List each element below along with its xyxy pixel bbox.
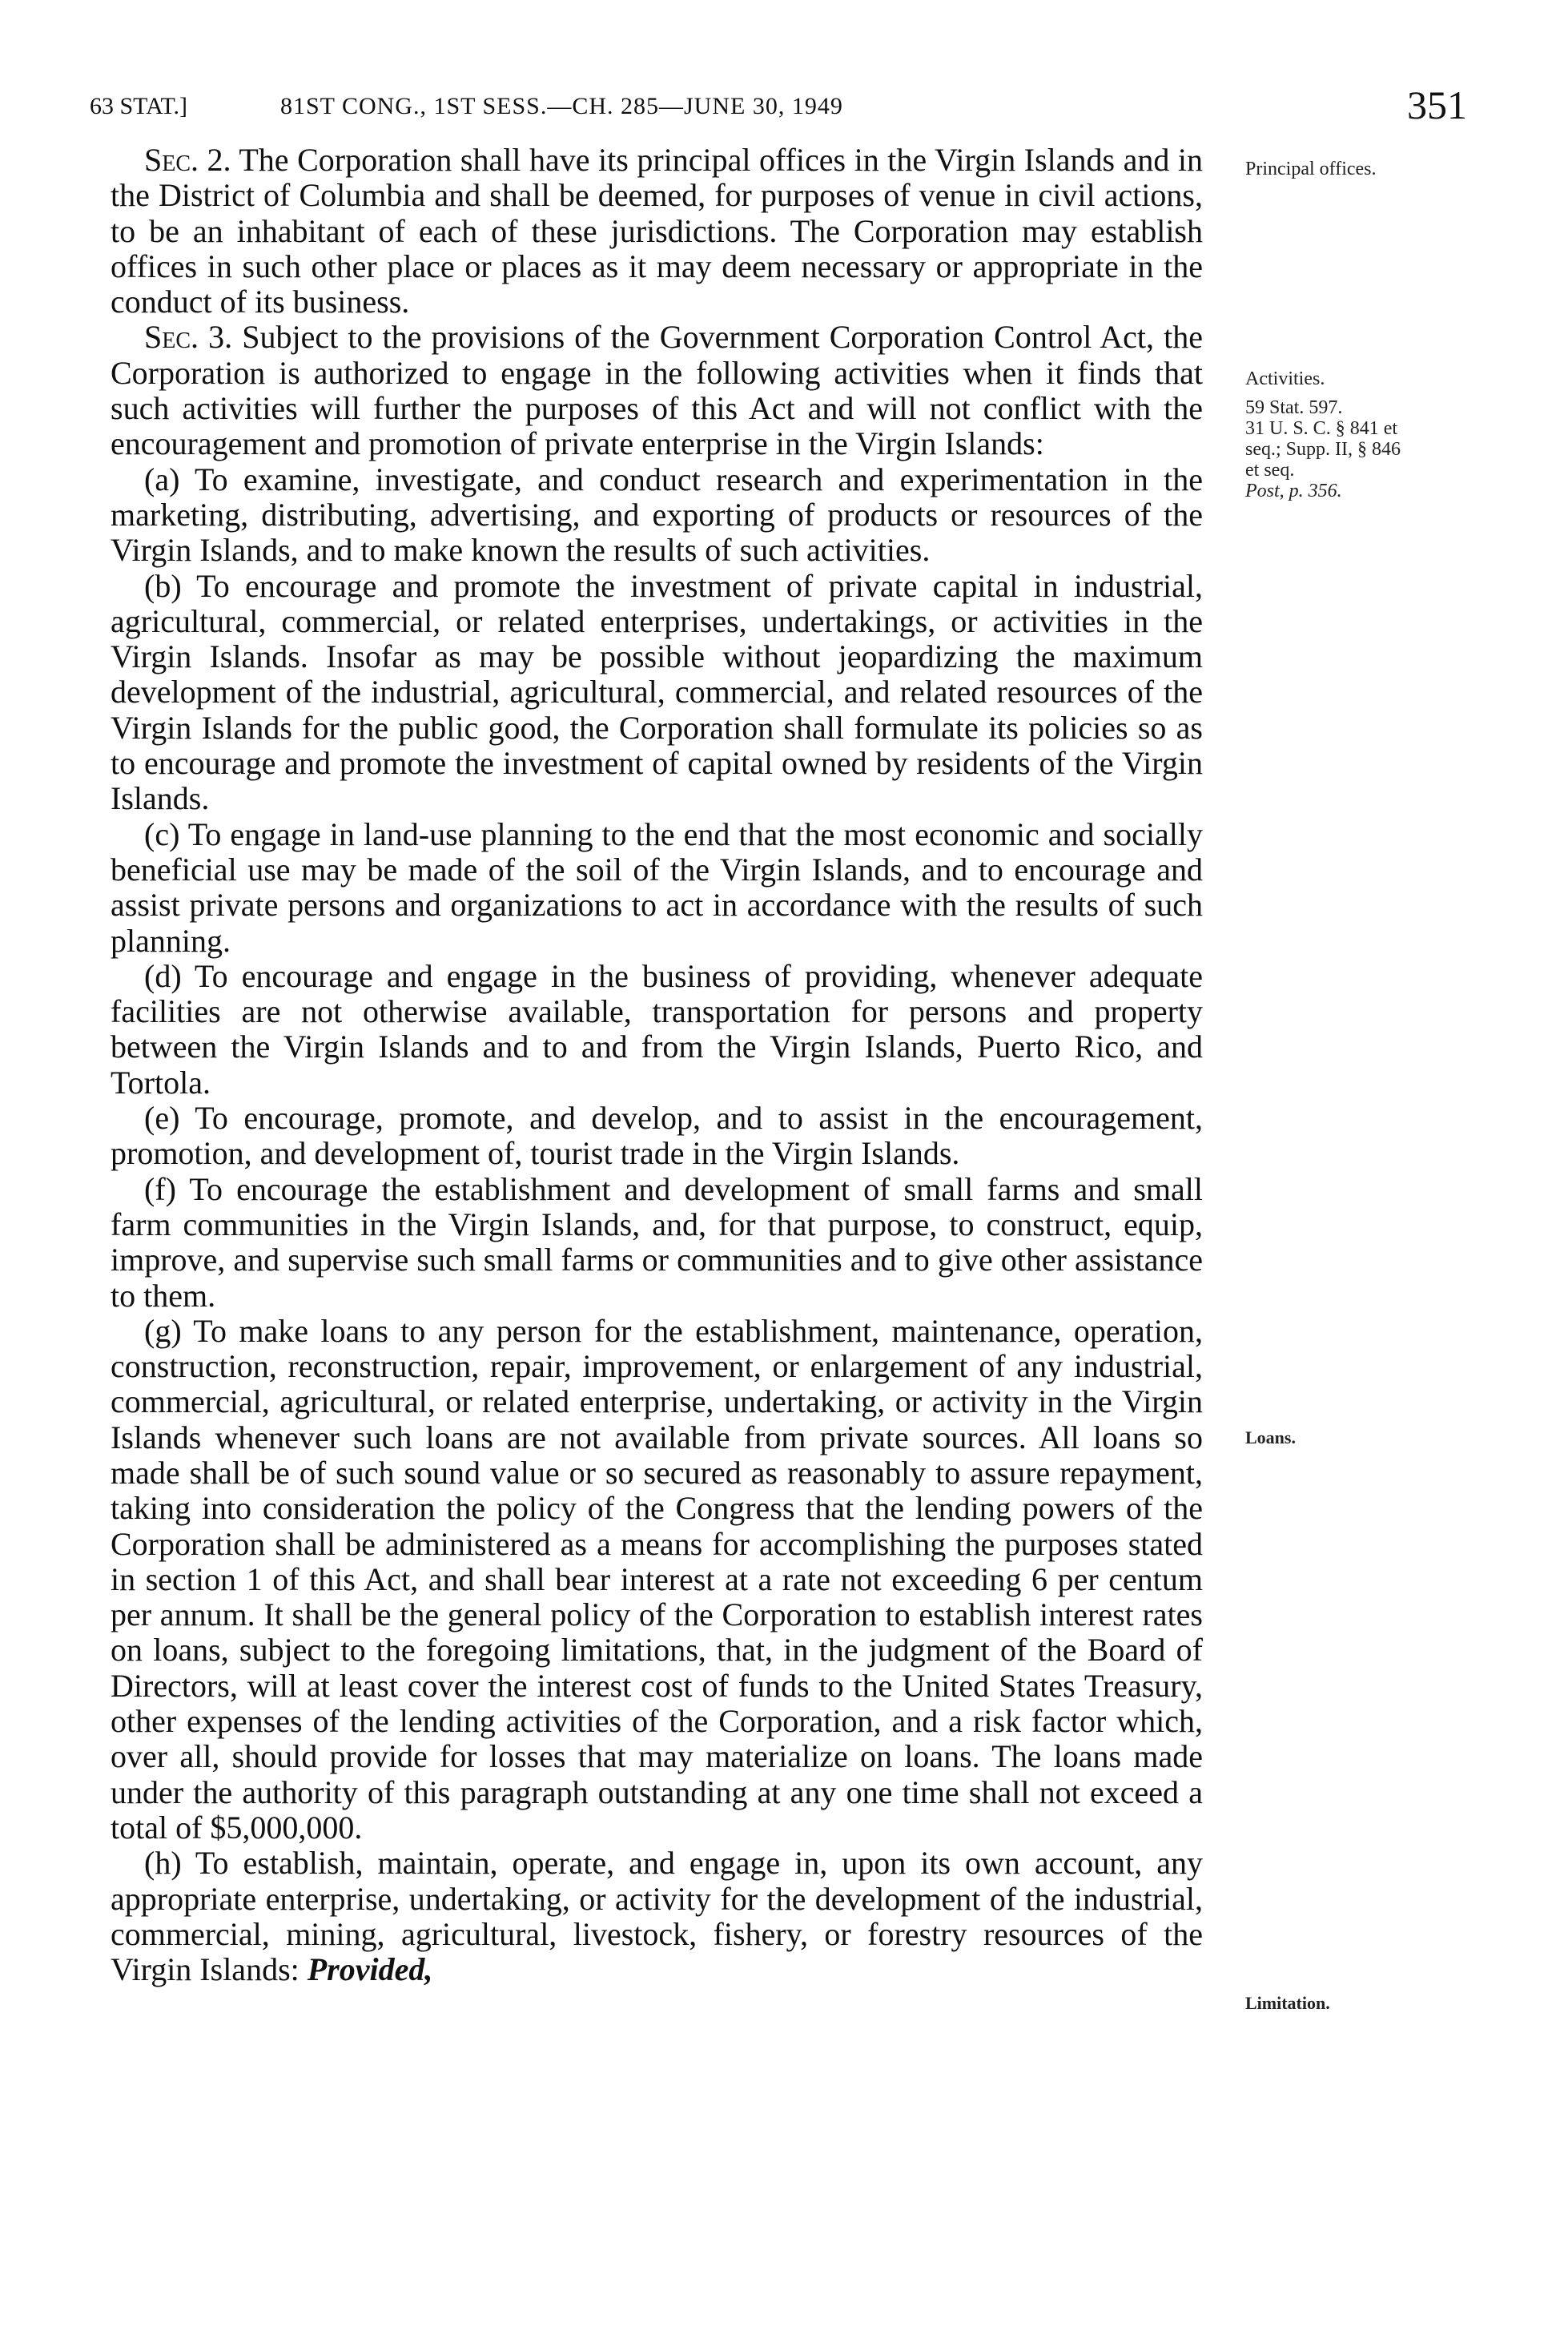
document-body bbox=[111, 143, 1203, 1987]
section-2 bbox=[111, 143, 1203, 320]
page-header bbox=[90, 82, 1467, 130]
paragraph-e: (e) To encourage, promote, and develop, and to assist in the encouragement, promotion, and development of, tourist trade in the Virgin Islands. bbox=[111, 1100, 1203, 1172]
margin-note-cite-2: 31 U. S. C. § 841 et seq.; Supp. II, § 846 et seq. bbox=[1245, 418, 1401, 481]
section-3-label: Sec. 3. bbox=[144, 319, 233, 356]
margin-note-principal-offices: Principal offices. bbox=[1245, 159, 1377, 179]
paragraph-f: (f) To encourage the establishment and development of small farms and small farm communities in the Virgin Islands, and, for that purpose, to construct, equip, improve, and supervise such small farms or communities and to give other assistance to them. bbox=[111, 1170, 1203, 1314]
paragraph-d: (d) To encourage and engage in the business of providing, whenever adequate facilities are not otherwise available, transportation for persons and property between the Virgin Islands and to and from the Virgin Islands, Puerto Rico, and Tortola. bbox=[111, 957, 1203, 1101]
paragraph-b: (b) To encourage and promote the investment of private capital in industrial, agricultural, commercial, or related enterprises, undertakings, or activities in the Virgin Islands. Insofar as may be possible without jeopardizing the maximum development of the industrial, agricultural, commercial, and related resources of the Virgin Islands for the public good, the Corporation shall formulate its policies so as to encourage and promote the investment of capital owned by residents of the Virgin Islands. bbox=[111, 567, 1203, 817]
congress-session-line: 81ST CONG., 1ST SESS.—CH. 285—JUNE 30, 1949 bbox=[280, 93, 843, 119]
paragraph-h-proviso: Provided, bbox=[307, 1951, 433, 1988]
statute-reference: 63 STAT.] bbox=[90, 93, 188, 119]
section-3 bbox=[111, 320, 1203, 461]
margin-note-activities: Activities. bbox=[1245, 368, 1325, 389]
margin-note-loans: Loans. bbox=[1245, 1427, 1296, 1447]
margin-note-cite-3: Post, p. 356. bbox=[1245, 481, 1342, 501]
paragraph-h-text: (h) To establish, maintain, operate, and engage in, upon its own account, any appropriate enterprise, undertaking, or activity for the development of the industrial, commercial, mining, agricultural, livestock, fishery, or forestry resources of the Virgin Islands: bbox=[111, 1845, 1203, 1988]
paragraph-g: (g) To make loans to any person for the establishment, maintenance, operation, construction, reconstruction, repair, improvement, or enlargement of any industrial, commercial, agricultural, or related enterprise, undertaking, or activity in the Virgin Islands whenever such loans are not available from private sources. All loans so made shall be of such sound value or so secured as reasonably to assure repayment, taking into consideration the policy of the Congress that the lending powers of the Corporation shall be administered as a means for accomplishing the purposes stated in section 1 of this Act, and shall bear interest at a rate not exceeding 6 per centum per annum. It shall be the general policy of the Corporation to establish interest rates on loans, subject to the foregoing limitations, that, in the judgment of the Board of Directors, will at least cover the interest cost of funds to the United States Treasury, other expenses of the lending activities of the Corporation, and a risk factor which, over all, should provide for losses that may materialize on loans. The loans made under the authority of this paragraph outstanding at any one time shall not exceed a total of $5,000,000. bbox=[111, 1312, 1203, 1846]
section-3-text: Subject to the provisions of the Government Corporation Control Act, the Corporation is authorized to engage in the following activities when it finds that such activities will further the purposes of this Act and will not conflict with the encouragement and promotion of private enterprise in the Virgin Islands: bbox=[111, 319, 1204, 462]
margin-note-cite-1: 59 Stat. 597. bbox=[1245, 397, 1343, 418]
section-2-text: The Corporation shall have its principal offices in the Virgin Islands and in the District of Columbia and shall be deemed, for purposes of venue in civil actions, to be an inhabitant of each of these jurisdictions. The Corporation may establish offices in such other place or places as it may deem necessary or appropriate in the conduct of its business. bbox=[111, 142, 1204, 320]
section-2-label: Sec. 2. bbox=[144, 142, 231, 178]
paragraph-a: (a) To examine, investigate, and conduct research and experimentation in the marketing, distributing, advertising, and exporting of products or resources of the Virgin Islands, and to make known the results of such activities. bbox=[111, 461, 1203, 569]
paragraph-h bbox=[111, 1846, 1203, 1987]
paragraph-c: (c) To engage in land-use planning to the end that the most economic and socially beneficial use may be made of the soil of the Virgin Islands, and to encourage and assist private persons and organizations to act in accordance with the results of such planning. bbox=[111, 815, 1203, 959]
page-number: 351 bbox=[1407, 83, 1467, 127]
margin-note-limitation: Limitation. bbox=[1245, 1993, 1330, 2013]
